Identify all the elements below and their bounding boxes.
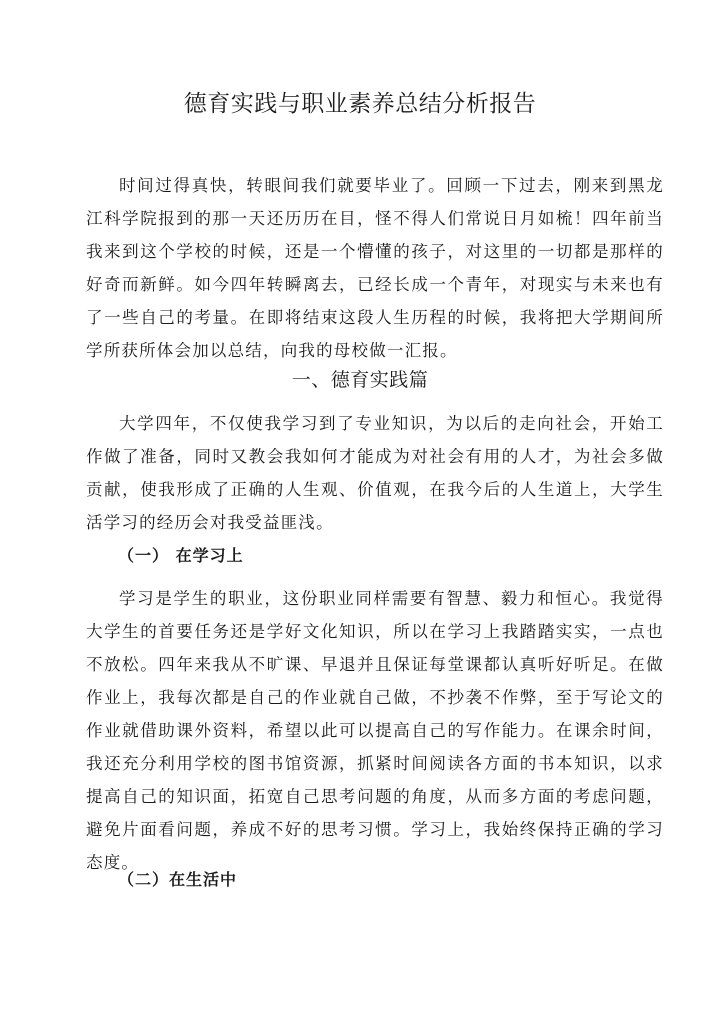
subsection-paragraph-study: 学习是学生的职业，这份职业同样需要有智慧、毅力和恒心。我觉得大学生的首要任务还是学好文化知识，所以在学习上我踏踏实实，一点也不放松。四年来我从不旷课、早退并且保证每堂课都认真听好听足。在做作业上，我每次都是自己的作业就自己做，不抄袭不作弊，至于写论文的作业就借助课外资料，希望以此可以提高自己的写作能力。在课余时间，我还充分利用学校的图书馆资源，抓紧时间阅读各方面的书本知识，以求提高自己的知识面，拓宽自己思考问题的角度，从而多方面的考虑问题，避免片面看问题，养成不好的思考习惯。学习上，我始终保持正确的学习态度。: [86, 589, 664, 872]
section-paragraph: 大学四年，不仅使我学习到了专业知识，为以后的走向社会，开始工作做了准备，同时又教会我如何才能成为对社会有用的人才，为社会多做贡献，使我形成了正确的人生观、价值观，在我今后的人生道上，大学生活学习的经历会对我受益匪浅。: [86, 414, 664, 532]
document-title: 德育实践与职业素养总结分析报告: [183, 91, 537, 117]
subsection-heading-study: （一） 在学习上: [118, 546, 244, 565]
subsection-heading-life: （二）在生活中: [118, 870, 238, 889]
section-heading-moral-practice: 一、德育实践篇: [291, 369, 429, 391]
intro-paragraph: 时间过得真快，转眼间我们就要毕业了。回顾一下过去，刚来到黑龙江科学院报到的那一天还历历在目，怪不得人们常说日月如梳！四年前当我来到这个学校的时候，还是一个懵懂的孩子，对这里的一切都是那样的好奇而新鲜。如今四年转瞬离去，已经长成一个青年，对现实与未来也有了一些自己的考量。在即将结束这段人生历程的时候，我将把大学期间所学所获所体会加以总结，向我的母校做一汇报。: [86, 176, 664, 360]
